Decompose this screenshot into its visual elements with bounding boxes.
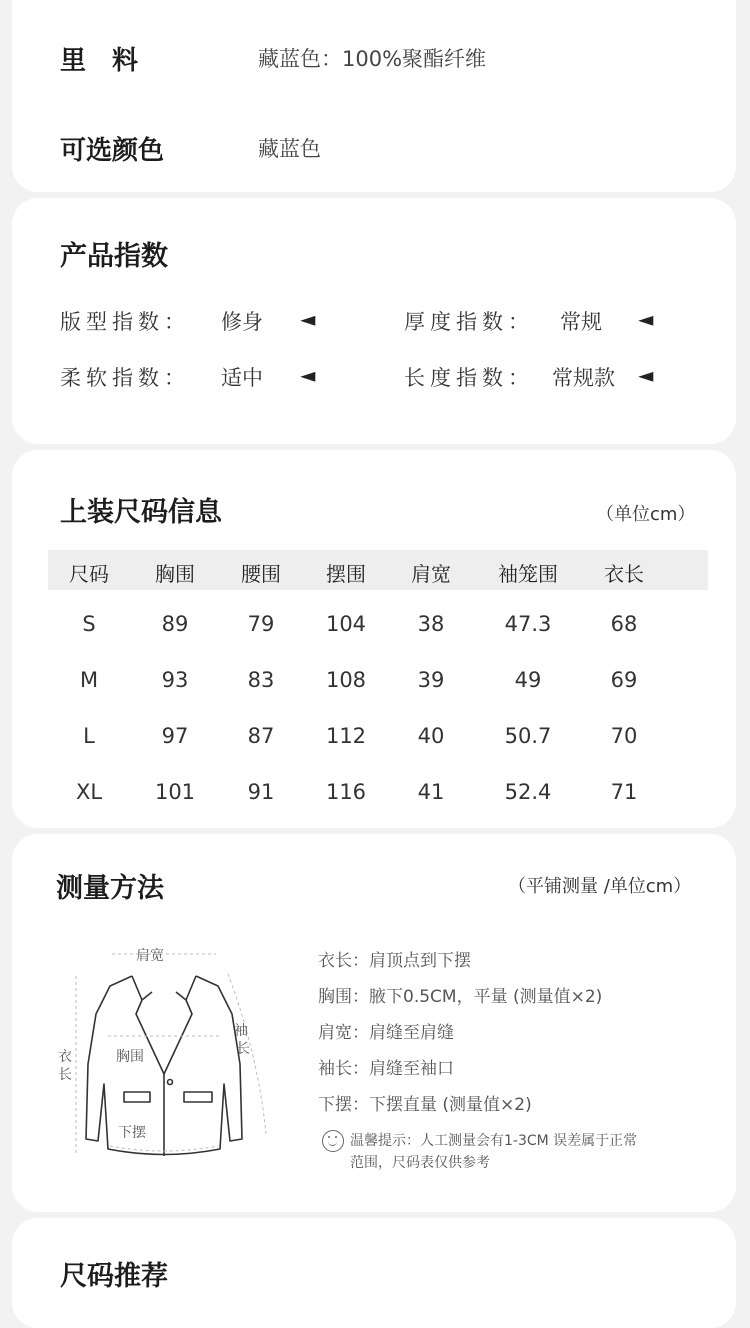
- measure-line-length: 衣长：肩顶点到下摆: [318, 951, 471, 971]
- header-waist: 腰围: [241, 562, 281, 586]
- cell-waist: 79: [247, 612, 275, 636]
- jacket-pocket-right: [184, 1092, 212, 1102]
- color-value: 藏蓝色: [258, 137, 321, 161]
- cell-size: S: [82, 612, 96, 636]
- cell-hem: 104: [325, 612, 367, 636]
- diagram-sleeve-label-2: 长: [236, 1041, 250, 1057]
- tip-text-line-2: 范围，尺码表仅供参考: [350, 1155, 490, 1171]
- diagram-length-label-2: 长: [58, 1067, 72, 1083]
- header-length: 衣长: [604, 562, 644, 586]
- material-card: [12, 0, 736, 192]
- size-recommend-title: 尺码推荐: [60, 1261, 168, 1292]
- cell-shoulder: 38: [417, 612, 445, 636]
- cell-waist: 83: [247, 668, 275, 692]
- color-label: 可选颜色: [60, 136, 165, 166]
- header-hem: 摆围: [326, 562, 366, 586]
- product-index-title: 产品指数: [60, 241, 168, 272]
- tip-text-line-1: 温馨提示：人工测量会有1-3CM 误差属于正常: [350, 1133, 638, 1149]
- size-info-card: [12, 450, 736, 828]
- cell-size: L: [83, 724, 95, 748]
- fit-index-value: 修身: [221, 310, 263, 334]
- cell-length: 68: [610, 612, 638, 636]
- softness-index-label: 柔软指数：: [60, 366, 190, 390]
- cell-hem: 108: [325, 668, 367, 692]
- softness-index-value: 适中: [221, 366, 263, 390]
- cell-length: 70: [610, 724, 638, 748]
- diagram-length-label-1: 衣: [58, 1049, 72, 1065]
- diagram-hem-label: 下摆: [118, 1125, 146, 1141]
- header-armhole: 袖笼围: [498, 562, 558, 586]
- measure-line-shoulder: 肩宽：肩缝至肩缝: [318, 1023, 454, 1043]
- size-unit-note: （单位cm）: [596, 504, 696, 525]
- diagram-sleeve-label-1: 袖: [234, 1023, 248, 1039]
- fit-index-label: 版型指数：: [60, 310, 190, 334]
- diagram-chest-label: 胸围: [116, 1049, 144, 1065]
- cell-shoulder: 40: [417, 724, 445, 748]
- smile-icon: [322, 1130, 344, 1152]
- cell-waist: 91: [247, 780, 275, 804]
- cell-chest: 89: [161, 612, 189, 636]
- cell-armhole: 50.7: [504, 724, 552, 748]
- cell-armhole: 52.4: [504, 780, 552, 804]
- length-arrow-icon: ◄: [638, 363, 654, 387]
- measure-line-sleeve: 袖长：肩缝至袖口: [318, 1059, 454, 1079]
- cell-armhole: 49: [514, 668, 542, 692]
- cell-chest: 101: [154, 780, 196, 804]
- header-shoulder: 肩宽: [411, 562, 451, 586]
- cell-waist: 87: [247, 724, 275, 748]
- size-table-header: [48, 550, 708, 590]
- cell-size: M: [79, 668, 99, 692]
- product-index-card: [12, 198, 736, 444]
- cell-size: XL: [75, 780, 103, 804]
- measure-line-chest: 胸围：腋下0.5CM，平量 (测量值×2): [318, 987, 603, 1007]
- cell-chest: 93: [161, 668, 189, 692]
- header-size: 尺码: [69, 562, 109, 586]
- measure-title: 测量方法: [56, 873, 164, 904]
- cell-length: 69: [610, 668, 638, 692]
- jacket-button: [168, 1080, 173, 1085]
- thickness-index-label: 厚度指数：: [404, 310, 534, 334]
- cell-chest: 97: [161, 724, 189, 748]
- measure-line-hem: 下摆：下摆直量 (测量值×2): [318, 1095, 532, 1115]
- jacket-lapel-line: [142, 992, 186, 1000]
- thickness-index-value: 常规: [560, 310, 602, 334]
- cell-armhole: 47.3: [504, 612, 552, 636]
- cell-length: 71: [610, 780, 638, 804]
- lining-label: 里 料: [60, 46, 139, 76]
- length-index-label: 长度指数：: [404, 366, 534, 390]
- lining-value: 藏蓝色：100%聚酯纤维: [258, 47, 487, 71]
- size-recommend-card: [12, 1218, 736, 1328]
- thickness-arrow-icon: ◄: [638, 307, 654, 331]
- measure-card: [12, 834, 736, 1212]
- cell-shoulder: 41: [417, 780, 445, 804]
- diagram-shoulder-label: 肩宽: [136, 948, 164, 964]
- length-index-value: 常规款: [552, 366, 615, 390]
- cell-hem: 112: [325, 724, 367, 748]
- measure-unit-note: （平铺测量 /单位cm）: [508, 876, 692, 897]
- jacket-pocket-left: [124, 1092, 150, 1102]
- softness-arrow-icon: ◄: [300, 363, 316, 387]
- header-chest: 胸围: [155, 562, 195, 586]
- cell-shoulder: 39: [417, 668, 445, 692]
- fit-arrow-icon: ◄: [300, 307, 316, 331]
- cell-hem: 116: [325, 780, 367, 804]
- size-info-title: 上装尺码信息: [60, 497, 222, 528]
